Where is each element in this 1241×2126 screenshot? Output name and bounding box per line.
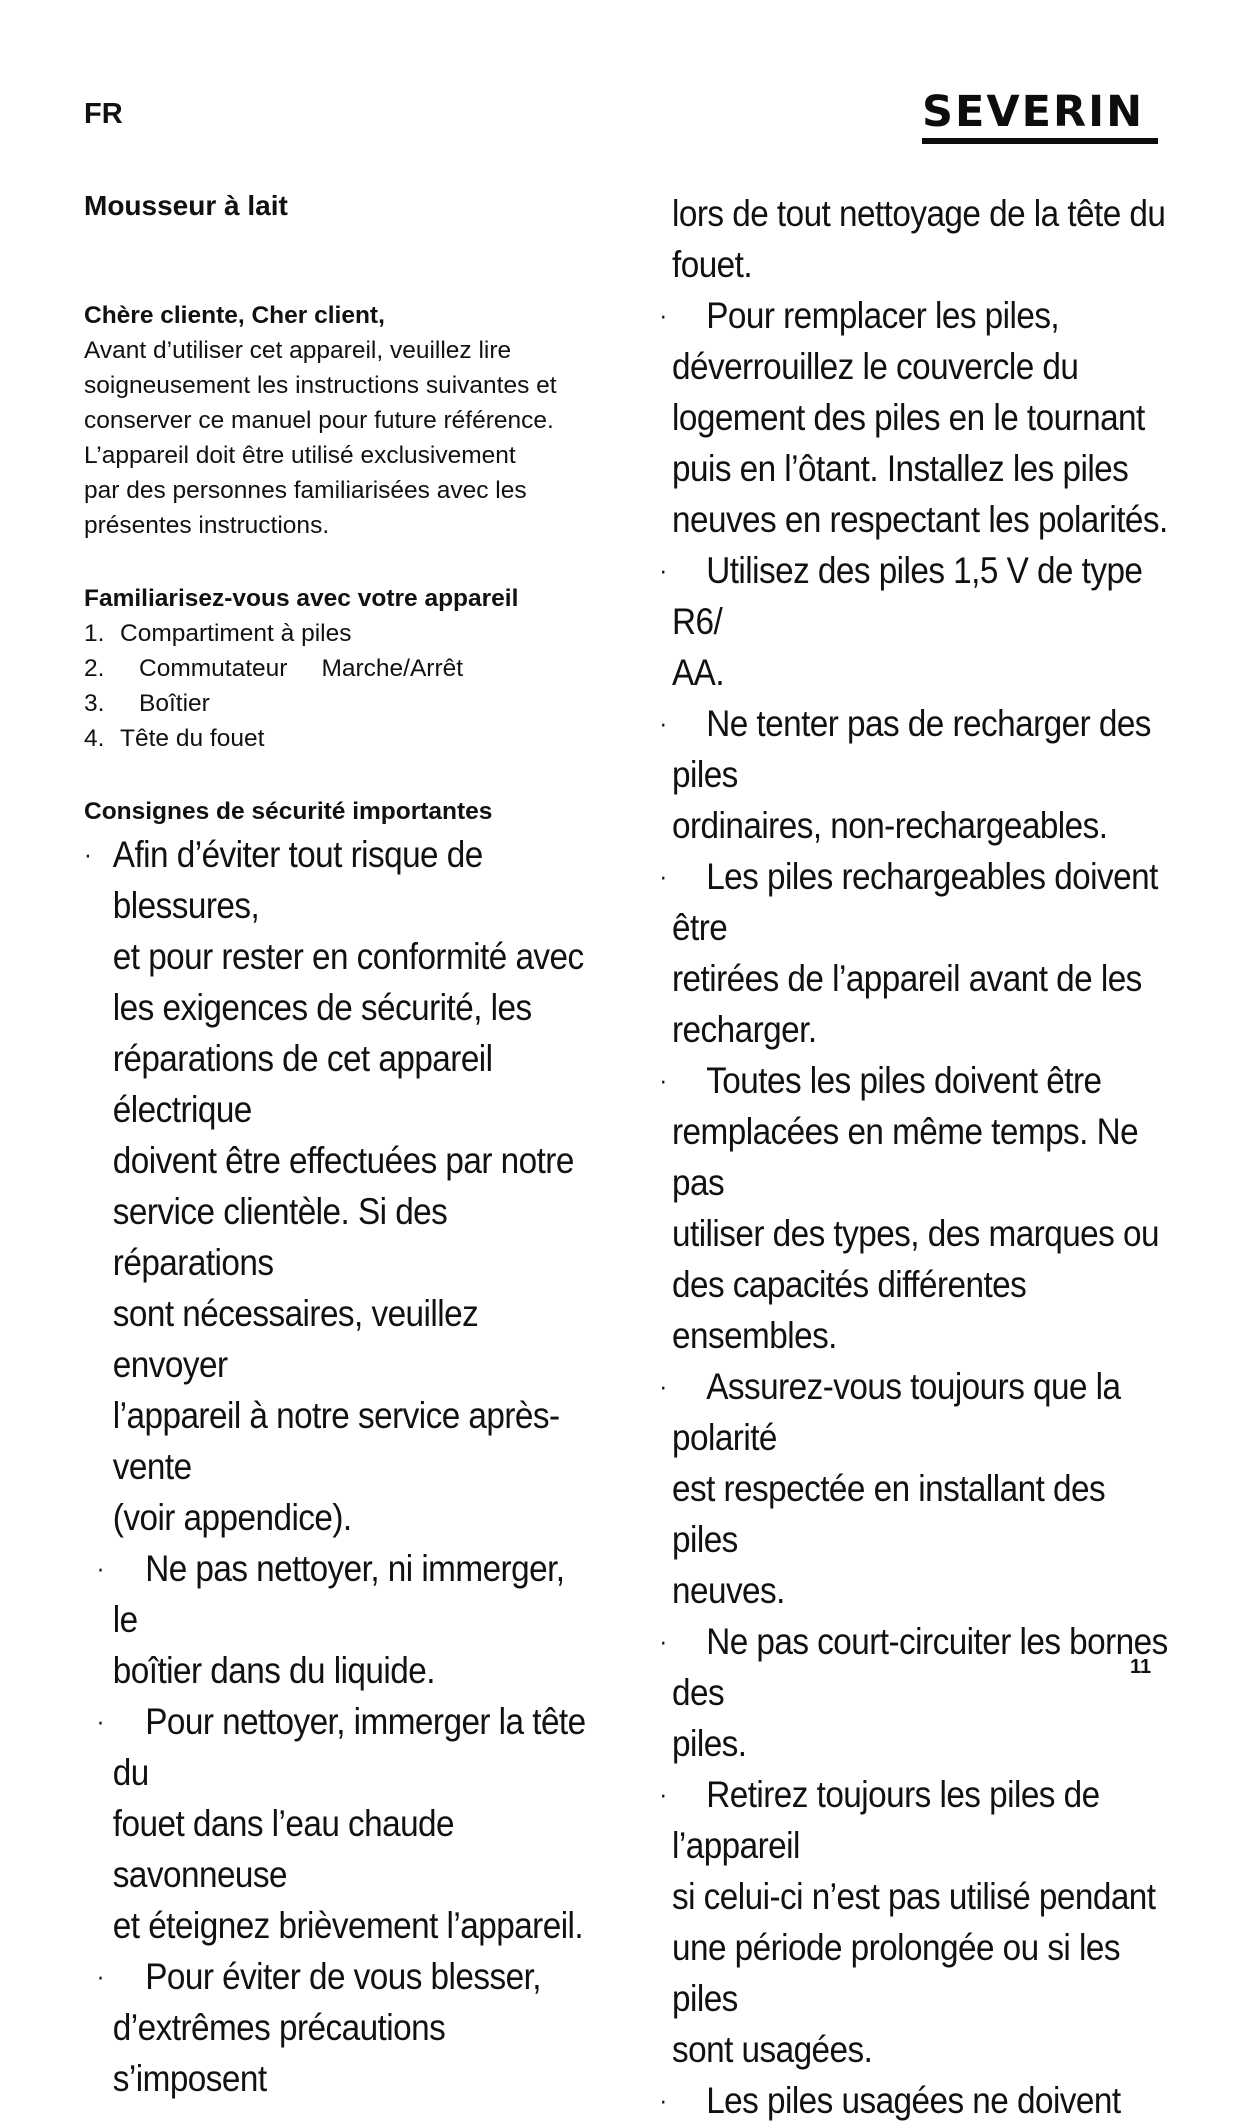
left-column bbox=[84, 298, 604, 2104]
bullet-line: si celui-ci n’est pas utilisé pendant bbox=[672, 1876, 1156, 1917]
bullet-dot: · bbox=[659, 1626, 667, 1656]
bullet-line: recharger. bbox=[672, 1009, 817, 1050]
bullet-line: sont usagées. bbox=[672, 2029, 873, 2070]
safety-bullet bbox=[659, 698, 1176, 851]
brand-name: SEVERIN bbox=[922, 87, 1145, 137]
bullet-line: neuves. bbox=[672, 1570, 785, 1611]
bullet-line: Les piles usagées ne doivent bbox=[706, 2080, 1121, 2121]
bullet-dot: · bbox=[96, 1961, 104, 1991]
bullet-line: Pour remplacer les piles, bbox=[706, 295, 1060, 336]
bullet-line: service clientèle. Si des réparations bbox=[112, 1191, 448, 1283]
bullet-line: Pour éviter de vous blesser, bbox=[145, 1956, 542, 1997]
bullet-dot: · bbox=[659, 2085, 667, 2115]
list-item bbox=[84, 721, 604, 756]
bullet-line: fouet. bbox=[672, 244, 753, 285]
bullet-line: et éteignez brièvement l’appareil. bbox=[112, 1905, 584, 1946]
bullet-line: piles. bbox=[672, 1723, 747, 1764]
bullet-dot: · bbox=[659, 1779, 667, 1809]
right-column bbox=[659, 188, 1232, 2126]
safety-bullet bbox=[659, 290, 1176, 545]
safety-bullet bbox=[659, 851, 1176, 1055]
item-label: Compartiment à piles bbox=[120, 620, 352, 647]
intro-line: soigneusement les instructions suivantes et bbox=[84, 372, 557, 399]
bullet-line: Les piles rechargeables doivent être bbox=[672, 856, 1158, 948]
bullet-line: Ne pas court-circuiter les bornes des bbox=[672, 1621, 1168, 1713]
bullet-line: Ne tenter pas de recharger des piles bbox=[672, 703, 1151, 795]
intro-line: présentes instructions. bbox=[84, 512, 330, 539]
bullet-line: Utilisez des piles 1,5 V de type R6/ bbox=[672, 550, 1143, 642]
safety-bullet bbox=[659, 545, 1176, 698]
page-title: Mousseur à lait bbox=[84, 190, 288, 221]
salutation: Chère cliente, Cher client, bbox=[84, 302, 385, 329]
bullet-line: les exigences de sécurité, les bbox=[112, 987, 532, 1028]
safety-bullet bbox=[84, 1543, 588, 1696]
bullet-line: Pour nettoyer, immerger la tête du bbox=[112, 1701, 586, 1793]
bullet-line: doivent être effectuées par notre bbox=[112, 1140, 574, 1181]
bullet-line: Ne pas nettoyer, ni immerger, le bbox=[112, 1548, 565, 1640]
bullet-dot: · bbox=[659, 300, 667, 330]
item-number: 2. bbox=[84, 655, 105, 682]
safety-bullet bbox=[659, 1361, 1176, 1616]
page-number: 11 bbox=[1130, 1656, 1152, 1678]
safety-bullet bbox=[84, 829, 588, 1543]
bullet-line: boîtier dans du liquide. bbox=[112, 1650, 435, 1691]
bullet-line: retirées de l’appareil avant de les bbox=[672, 958, 1142, 999]
bullet-dot: · bbox=[659, 861, 667, 891]
bullet-line: utiliser des types, des marques ou bbox=[672, 1213, 1159, 1254]
bullet-line: des capacités différentes ensembles. bbox=[672, 1264, 1027, 1356]
bullet-line: Retirez toujours les piles de l’appareil bbox=[672, 1774, 1100, 1866]
bullet-line: ordinaires, non-rechargeables. bbox=[672, 805, 1108, 846]
bullet-line: est respectée en installant des piles bbox=[672, 1468, 1106, 1560]
bullet-dot: · bbox=[659, 555, 667, 585]
bullet-line: déverrouillez le couvercle du bbox=[672, 346, 1079, 387]
language-code: FR bbox=[84, 98, 123, 130]
continuation-text bbox=[672, 188, 1176, 290]
item-number: 3. bbox=[84, 690, 105, 717]
bullet-line: (voir appendice). bbox=[112, 1497, 352, 1538]
bullet-dot: · bbox=[659, 708, 667, 738]
bullet-line: Assurez-vous toujours que la polarité bbox=[672, 1366, 1121, 1458]
bullet-line: remplacées en même temps. Ne pas bbox=[672, 1111, 1139, 1203]
intro-line: par des personnes familiarisées avec les bbox=[84, 477, 527, 504]
list-item bbox=[84, 616, 604, 651]
bullet-dot: · bbox=[96, 1706, 104, 1736]
bullet-dot: · bbox=[659, 1371, 667, 1401]
intro-line: conserver ce manuel pour future référence. bbox=[84, 407, 554, 434]
bullet-line: et pour rester en conformité avec bbox=[112, 936, 584, 977]
parts-heading: Familiarisez-vous avec votre appareil bbox=[84, 585, 519, 612]
intro-paragraph bbox=[84, 333, 604, 543]
safety-bullet bbox=[659, 1769, 1176, 2075]
bullet-line: une période prolongée ou si les piles bbox=[672, 1927, 1120, 2019]
safety-left-list bbox=[84, 829, 644, 2104]
safety-bullet bbox=[659, 2075, 1176, 2126]
bullet-dot: · bbox=[659, 1065, 667, 1095]
bullet-line: réparations de cet appareil électrique bbox=[112, 1038, 493, 1130]
safety-bullet bbox=[659, 1616, 1176, 1769]
intro-line: Avant d’utiliser cet appareil, veuillez lire bbox=[84, 337, 512, 364]
bullet-line: fouet dans l’eau chaude savonneuse bbox=[112, 1803, 455, 1895]
list-item bbox=[84, 686, 604, 721]
bullet-line: puis en l’ôtant. Installez les piles bbox=[672, 448, 1129, 489]
bullet-line: Toutes les piles doivent être bbox=[706, 1060, 1102, 1101]
safety-bullet bbox=[84, 1951, 588, 2104]
parts-list bbox=[84, 616, 604, 756]
logo-underline bbox=[922, 138, 1158, 144]
item-label: Boîtier bbox=[139, 690, 210, 717]
intro-line: L’appareil doit être utilisé exclusivement bbox=[84, 442, 516, 469]
bullet-line: Afin d’éviter tout risque de blessures, bbox=[112, 834, 483, 926]
bullet-line: lors de tout nettoyage de la tête du bbox=[672, 193, 1166, 234]
bullet-line: l’appareil à notre service après-vente bbox=[112, 1395, 560, 1487]
bullet-line: sont nécessaires, veuillez envoyer bbox=[112, 1293, 479, 1385]
safety-bullet bbox=[659, 1055, 1176, 1361]
list-item bbox=[84, 651, 604, 686]
bullet-line: logement des piles en le tournant bbox=[672, 397, 1145, 438]
item-label: Tête du fouet bbox=[120, 725, 265, 752]
item-label: Commutateur Marche/Arrêt bbox=[139, 655, 464, 682]
bullet-line: AA. bbox=[672, 652, 725, 693]
bullet-dot: · bbox=[96, 1553, 104, 1583]
bullet-line: neuves en respectant les polarités. bbox=[672, 499, 1168, 540]
item-number: 4. bbox=[84, 725, 105, 752]
safety-heading: Consignes de sécurité importantes bbox=[84, 798, 493, 825]
safety-bullet bbox=[84, 1696, 588, 1951]
item-number: 1. bbox=[84, 620, 105, 647]
bullet-line: d’extrêmes précautions s’imposent bbox=[112, 2007, 446, 2099]
severin-logo bbox=[922, 88, 1158, 144]
bullet-dot: · bbox=[84, 839, 92, 869]
